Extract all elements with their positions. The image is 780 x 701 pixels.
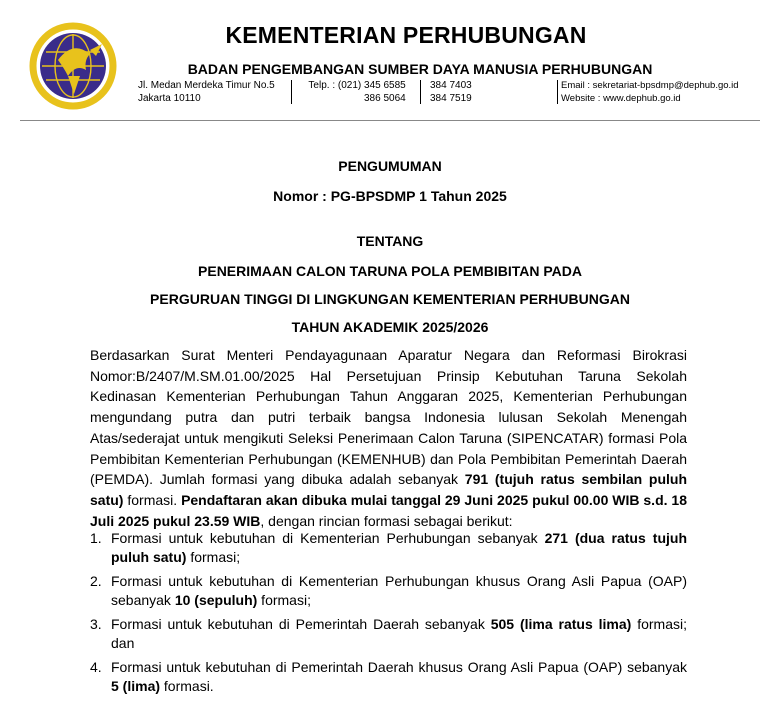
list-text: Formasi untuk kebutuhan di Pemerintah Daerah khusus Orang Asli Papua (OAP) sebanyak [111, 659, 687, 675]
list-number: 3. [90, 616, 102, 632]
paragraph-text: formasi. [123, 491, 182, 508]
paragraph-text: , dengan rincian formasi sebagai berikut: [260, 512, 513, 529]
about-heading: TENTANG [356, 233, 424, 249]
list-number: 1. [90, 530, 102, 546]
address-line-2: Jakarta 10110 [138, 93, 201, 104]
list-number: 4. [90, 659, 102, 675]
paragraph-bold-dates: Pendaftaran akan dibuka mulai tanggal 29 Juni 2025 pukul 00.00 WIB s.d. 18 Juli 2025 pukul 23.59 WIB [90, 491, 687, 529]
phone-line-3: 384 7403 [430, 80, 472, 91]
phone-line-4: 384 7519 [430, 93, 472, 104]
subject-line-3: TAHUN AKADEMIK 2025/2026 [291, 319, 489, 335]
divider [557, 80, 558, 104]
list-bold: 505 (lima ratus lima) [490, 616, 632, 632]
list-text: formasi; [186, 549, 241, 566]
list-item [90, 572, 687, 610]
list-text: formasi. [160, 678, 214, 695]
address-block [138, 79, 275, 105]
phone-block-2 [430, 79, 472, 105]
header-separator [20, 120, 760, 121]
announcement-number: Nomor : PG-BPSDMP 1 Tahun 2025 [273, 188, 507, 204]
kemenhub-logo-icon [28, 20, 118, 112]
list-text: Formasi untuk kebutuhan di Kementerian Perhubungan khusus Orang Asli Papua (OAP) sebanyak [111, 573, 687, 609]
list-text: formasi; [257, 592, 311, 609]
list-bold: 5 (lima) [111, 678, 161, 695]
announcement-heading: PENGUMUMAN [338, 158, 442, 174]
list-bold: 271 (dua ratus tujuh puluh satu) [111, 530, 687, 566]
list-bold: 10 (sepuluh) [174, 592, 258, 609]
contact-block [561, 79, 739, 105]
subject-line-2: PERGURUAN TINGGI DI LINGKUNGAN KEMENTERIAN PERHUBUNGAN [150, 291, 630, 307]
list-text: Formasi untuk kebutuhan di Kementerian Perhubungan sebanyak [111, 530, 545, 546]
paragraph-text: Berdasarkan Surat Menteri Pendayagunaan Aparatur Negara dan Reformasi Birokrasi Nomor:B/2407/M.SM.01.00/2025 Hal Persetujuan Prinsip Kebutuhan Taruna Sekolah Kedinasan Kementerian Perhubungan Tahun Anggaran 2025, Kementerian Perhubungan mengundang putra dan putri terbaik bangsa Indonesia lulusan Sekolah Menengah Atas/sederajat untuk mengikuti Seleksi Penerimaan Calon Taruna (SIPENCATAR) formasi Pola Pembibitan Kementerian Perhubungan (KEMENHUB) dan Pola Pembibitan Pemerintah Daerah (PEMDA). Jumlah formasi yang dibuka adalah sebanyak [90, 347, 687, 488]
list-number: 2. [90, 573, 102, 589]
list-text: formasi; dan [111, 616, 687, 652]
agency-subtitle: BADAN PENGEMBANGAN SUMBER DAYA MANUSIA PERHUBUNGAN [187, 61, 653, 77]
ministry-title: KEMENTERIAN PERHUBUNGAN [225, 22, 587, 48]
divider [291, 80, 292, 104]
list-item [90, 529, 687, 567]
list-text: Formasi untuk kebutuhan di Pemerintah Daerah sebanyak [111, 616, 491, 632]
subject-line-1: PENERIMAAN CALON TARUNA POLA PEMBIBITAN PADA [198, 263, 582, 279]
address-line-1: Jl. Medan Merdeka Timur No.5 [138, 80, 275, 91]
list-item [90, 615, 687, 653]
phone-block [306, 79, 406, 105]
paragraph-bold-count: 791 (tujuh ratus sembilan puluh satu) [90, 471, 688, 508]
website-text: Website : www.dephub.go.id [561, 93, 681, 104]
body-paragraph [90, 345, 687, 531]
divider [420, 80, 421, 104]
phone-line-1: Telp. : (021) 345 6585 [308, 80, 406, 91]
email-text: Email : sekretariat-bpsdmp@dephub.go.id [561, 80, 739, 91]
formation-list [90, 529, 687, 701]
phone-line-2: 386 5064 [364, 93, 406, 104]
